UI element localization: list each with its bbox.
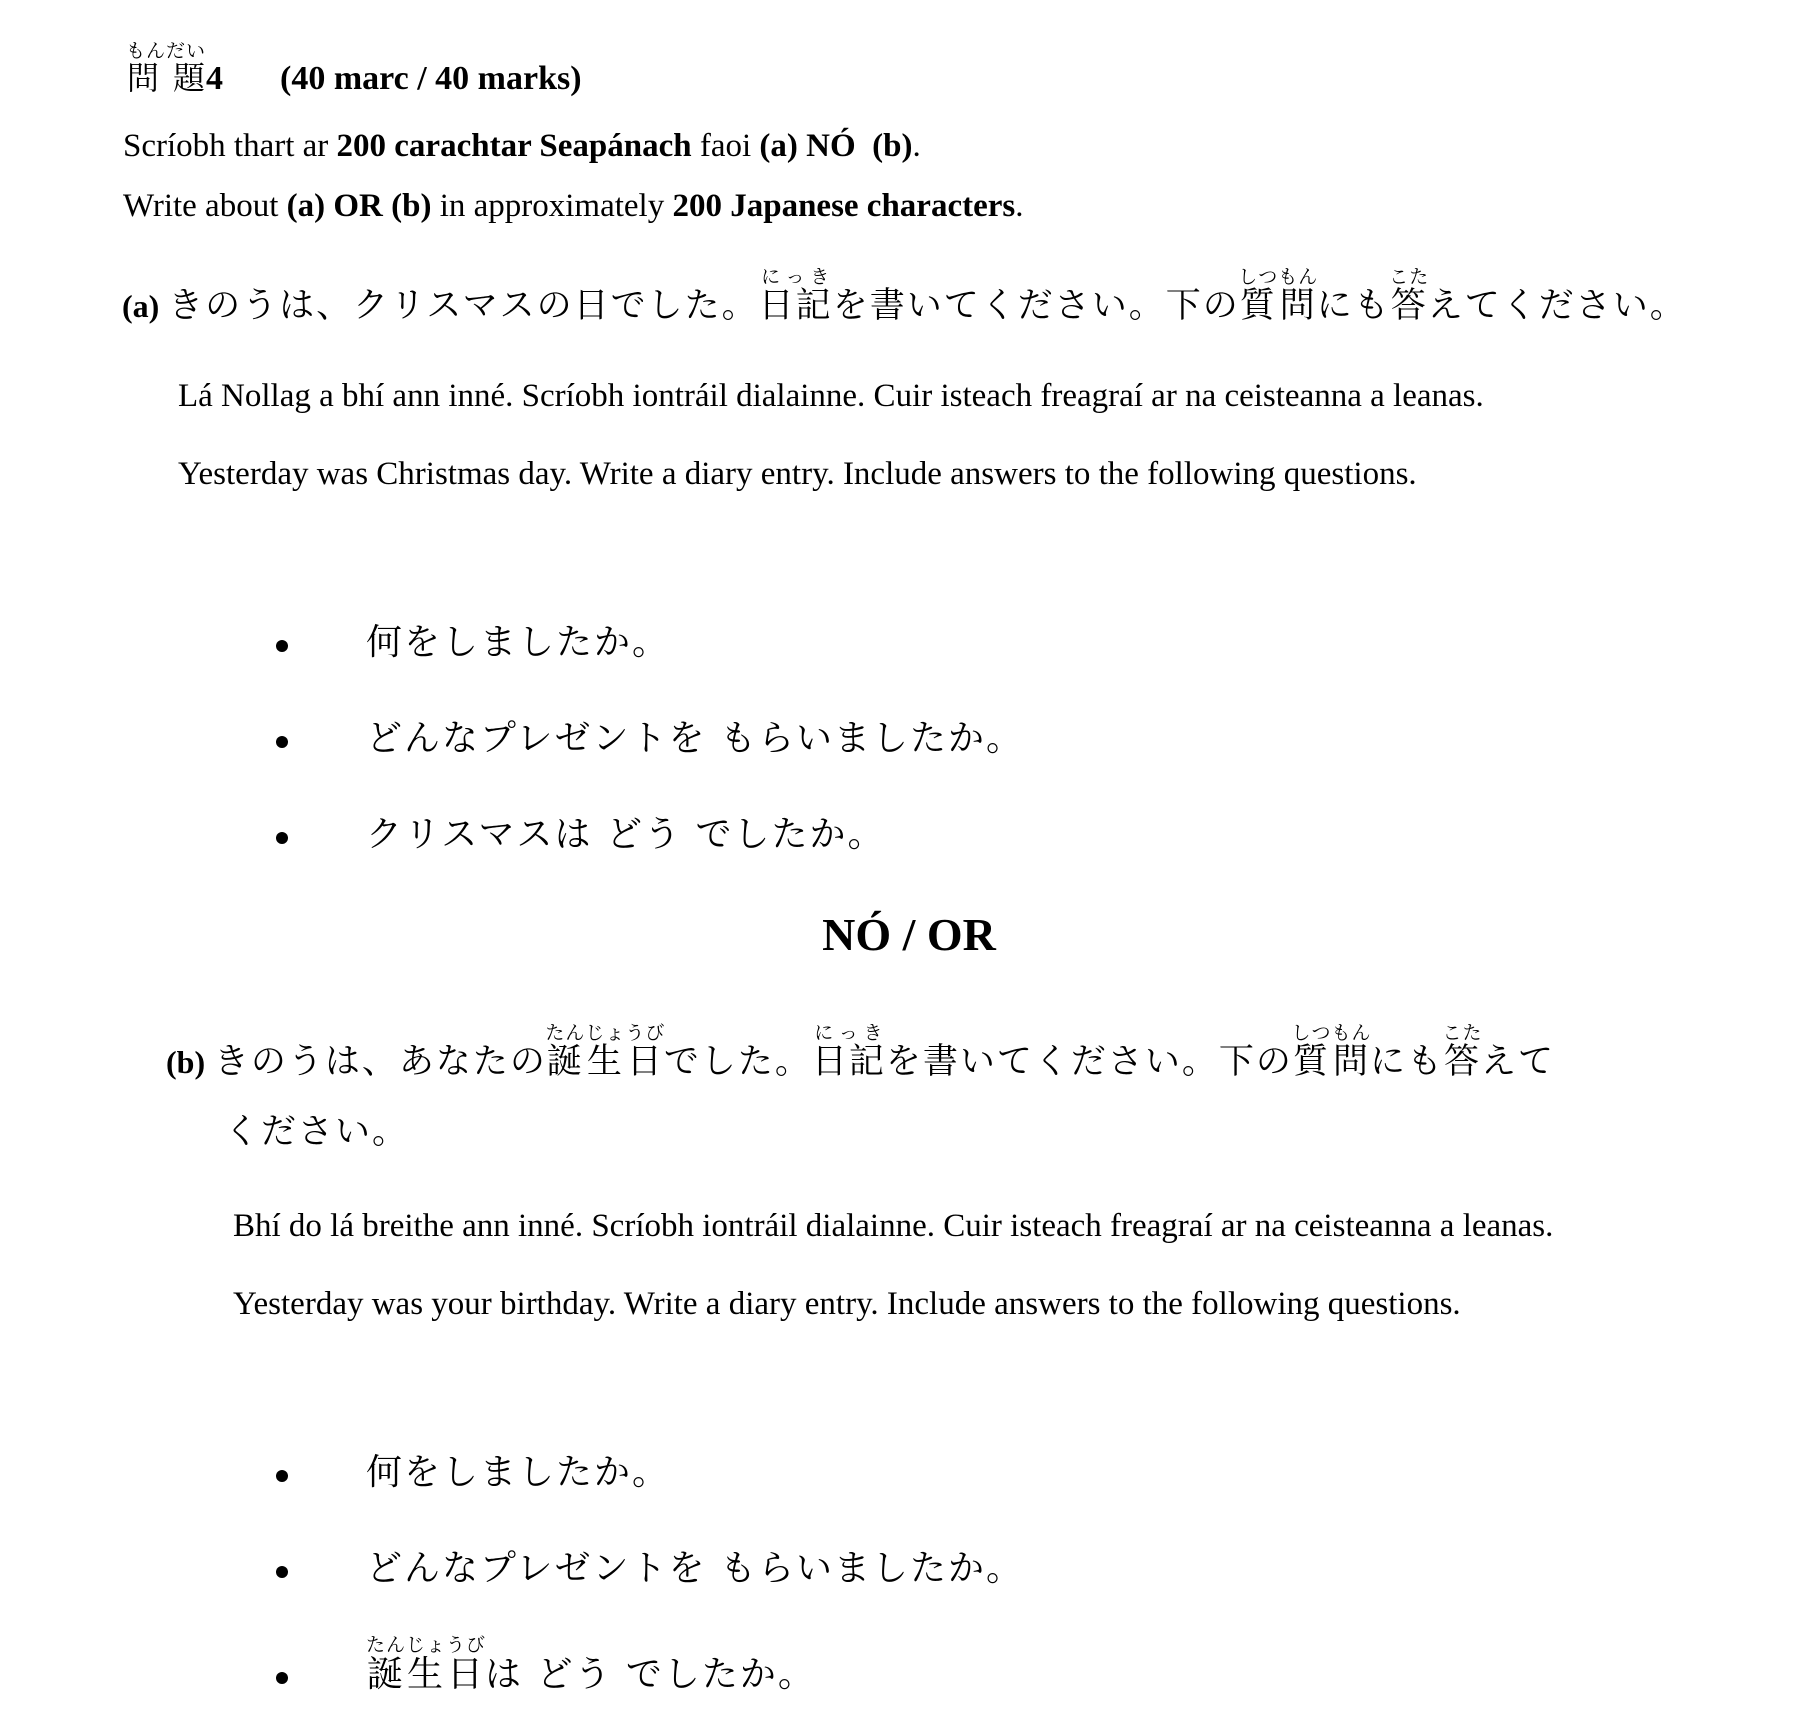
marks-label: (40 marc / 40 marks) <box>280 60 582 97</box>
option-b-question-3: 誕生日たんじょうびは どう でしたか。 <box>276 1634 816 1697</box>
bullet-icon <box>276 832 288 844</box>
bullet-icon <box>276 1672 288 1684</box>
option-a-irish: Lá Nollag a bhí ann inné. Scríobh iontráil dialainne. Cuir isteach freagraí ar na ceisteanna a leanas. <box>178 378 1484 414</box>
option-a-english: Yesterday was Christmas day. Write a diary entry. Include answers to the following questions. <box>178 456 1417 492</box>
option-b-prompt-line2: ください。 <box>224 1112 410 1152</box>
bullet-icon <box>276 1566 288 1578</box>
instruction-irish: Scríobh thart ar 200 carachtar Seapánach faoi (a) NÓ (b). <box>123 128 921 164</box>
question-number: 4 <box>206 60 224 97</box>
option-a-prompt: (a) きのうは、クリスマスの日でした。日記にっきを書いてください。下の質問しつもんにも答こたえてください。 <box>122 266 1687 326</box>
title-kanji: 問 題もんだい <box>126 40 207 97</box>
option-b-prompt: (b) きのうは、あなたの誕生日たんじょうびでした。日記にっきを書いてください。下の質問しつもんにも答こたえて <box>166 1022 1555 1082</box>
instruction-english: Write about (a) OR (b) in approximately 200 Japanese characters. <box>123 188 1024 224</box>
option-b-question-1: 何をしましたか。 <box>276 1444 670 1495</box>
option-a-label: (a) <box>122 288 160 324</box>
option-b-english: Yesterday was your birthday. Write a diary entry. Include answers to the following questions. <box>233 1286 1461 1322</box>
option-b-question-2: どんなプレゼントを もらいましたか。 <box>276 1540 1024 1591</box>
option-a-question-1: 何をしましたか。 <box>276 614 670 665</box>
or-separator: NÓ / OR <box>822 909 996 960</box>
option-a-question-2: どんなプレゼントを もらいましたか。 <box>276 710 1024 761</box>
option-a-question-3: クリスマスは どう でしたか。 <box>276 806 885 857</box>
bullet-icon <box>276 640 288 652</box>
option-b-irish: Bhí do lá breithe ann inné. Scríobh iontráil dialainne. Cuir isteach freagraí ar na ceisteanna a leanas. <box>233 1208 1554 1244</box>
bullet-icon <box>276 1470 288 1482</box>
option-b-label: (b) <box>166 1044 206 1080</box>
bullet-icon <box>276 736 288 748</box>
question-title <box>126 40 582 99</box>
